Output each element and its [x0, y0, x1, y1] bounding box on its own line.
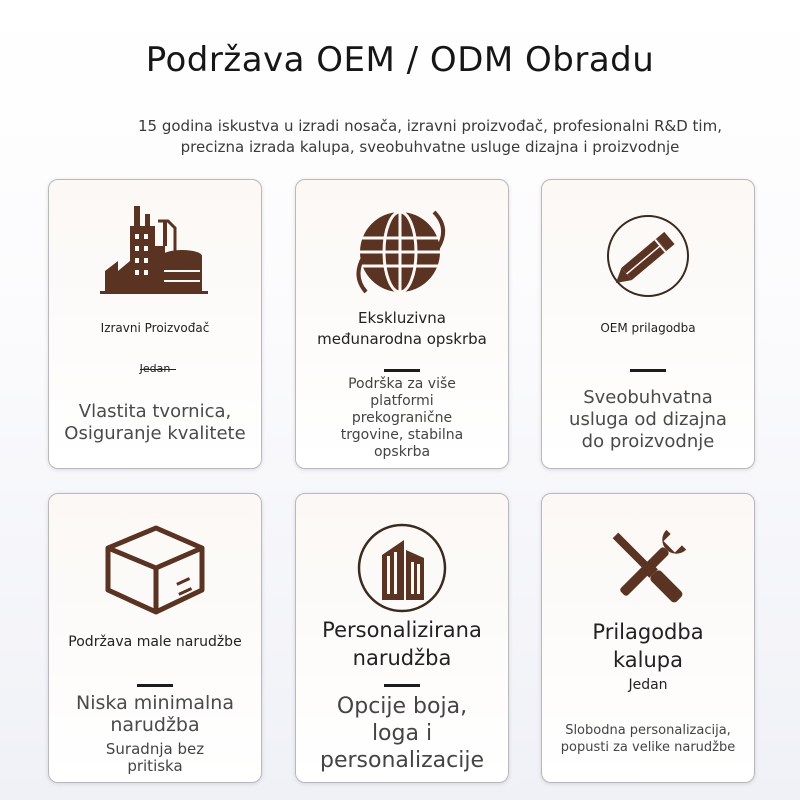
card-tag: Jedan — [139, 362, 171, 375]
card-heading: Izravni Proizvođač — [100, 321, 210, 335]
globe-icon — [296, 206, 508, 306]
card-international-supply — [295, 179, 509, 469]
card-heading: Personalizirana narudžba — [322, 618, 482, 670]
card-personalized-order — [295, 493, 509, 783]
card-description: Vlastita tvornica, Osiguranje kvalitete — [64, 401, 246, 444]
card-description: Opcije boja, loga i personalizacije — [319, 694, 484, 773]
card-description: Podrška za više platformi prekogranične trgovine, stabilna opskrba — [340, 376, 464, 460]
divider — [384, 684, 420, 687]
card-heading: OEM prilagodba — [600, 321, 696, 335]
subtitle-line: precizna izrada kalupa, sveobuhvatne usluge dizajna i proizvodnje — [180, 138, 680, 156]
card-description: Sveobuhvatna usluga od dizajna do proizvodnje — [569, 387, 727, 452]
card-tag: Jedan — [628, 677, 668, 693]
card-heading: Ekskluzivna međunarodna opskrba — [317, 309, 487, 348]
tools-icon — [542, 520, 754, 620]
divider — [137, 684, 173, 687]
pencil-icon — [542, 206, 754, 306]
card-direct-manufacturer — [48, 179, 262, 469]
card-mold-customization — [541, 493, 755, 783]
divider — [384, 369, 420, 372]
card-subdescription: Suradnja bez pritiska — [105, 740, 205, 775]
card-oem-customization — [541, 179, 755, 469]
divider — [630, 369, 666, 372]
card-description: Niska minimalna narudžba — [76, 692, 234, 736]
page-title: Podržava OEM / ODM Obradu — [145, 40, 655, 80]
building-icon — [296, 520, 508, 620]
card-description: Slobodna personalizacija, popusti za velike narudžbe — [560, 723, 736, 755]
card-heading: Podržava male narudžbe — [68, 634, 242, 650]
card-small-orders — [48, 493, 262, 783]
box-icon — [49, 520, 261, 620]
factory-icon — [49, 206, 261, 306]
page-subtitle — [120, 116, 740, 158]
subtitle-line: 15 godina iskustva u izradi nosača, izravni proizvođač, profesionalni R&D tim, — [138, 117, 722, 135]
card-heading: Prilagodba kalupa — [592, 620, 704, 672]
